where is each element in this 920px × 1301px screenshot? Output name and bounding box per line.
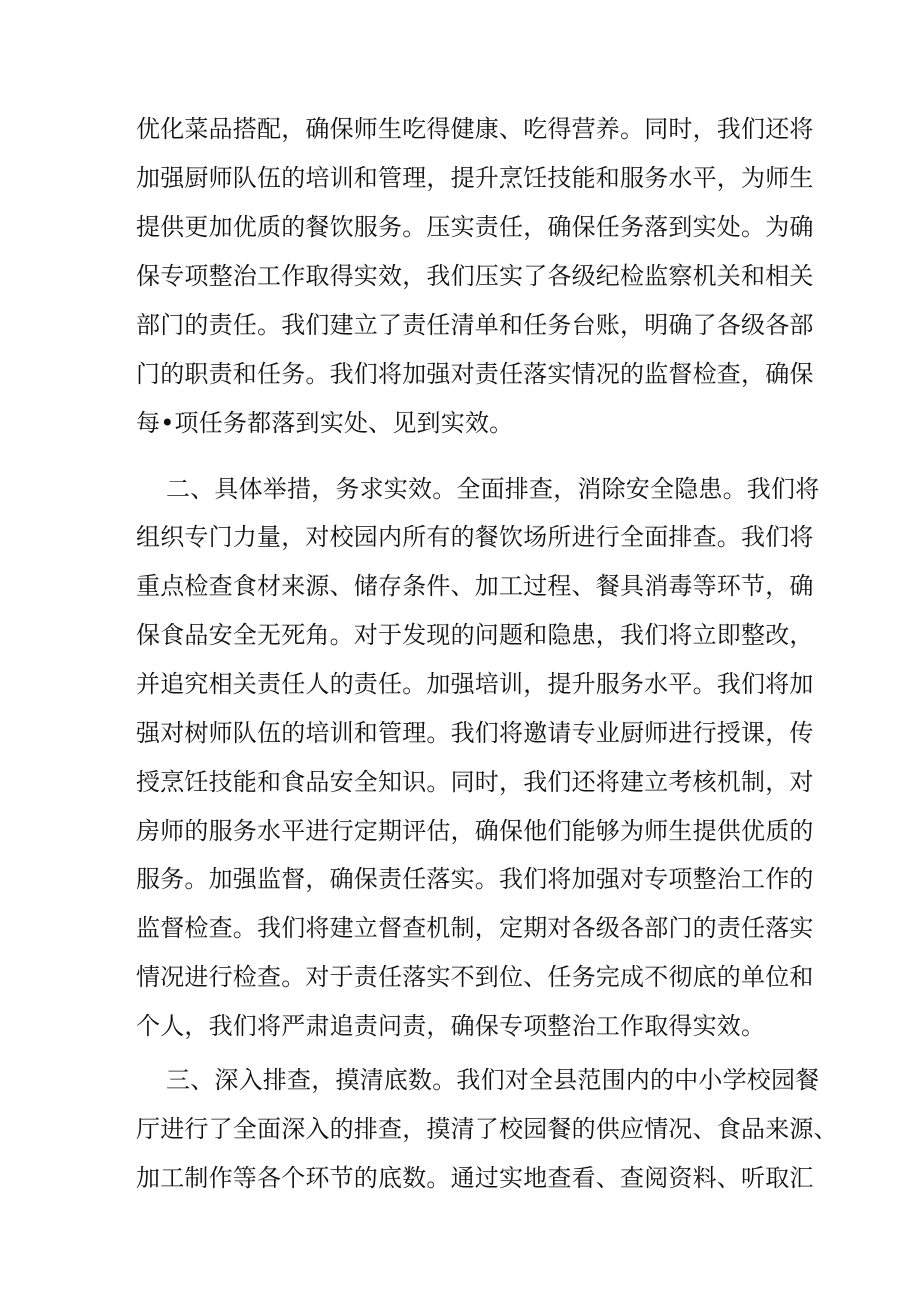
text-line: 监督检查。我们将建立督查机制，定期对各级各部门的责任落实 — [136, 914, 814, 942]
text-line: 三、深入排查，摸清底数。我们对全县范围内的中小学校园餐 — [166, 1066, 820, 1094]
text-line: 服务。加强监督，确保责任落实。我们将加强对专项整治工作的 — [136, 865, 814, 893]
text-line: 门的职责和任务。我们将加强对责任落实情况的监督检查，确保 — [136, 360, 814, 388]
text-line: 重点检查食材来源、储存条件、加工过程、餐具消毒等环节，确 — [136, 572, 814, 600]
text-line: 优化菜品搭配，确保师生吃得健康、吃得营养。同时，我们还将 — [136, 115, 814, 143]
text-line: 个人，我们将严肃追责问责，确保专项整治工作取得实效。 — [136, 1012, 766, 1040]
text-line: 保专项整治工作取得实效，我们压实了各级纪检监察机关和相关 — [136, 262, 814, 290]
text-line: 加工制作等各个环节的底数。通过实地查看、查阅资料、听取汇 — [136, 1164, 814, 1192]
text-line: 提供更加优质的餐饮服务。压实责任，确保任务落到实处。为确 — [136, 213, 814, 241]
text-line: 并追究相关责任人的责任。加强培训，提升服务水平。我们将加 — [136, 670, 814, 698]
text-line: 授烹饪技能和食品安全知识。同时，我们还将建立考核机制，对 — [136, 768, 814, 796]
text-line: 每•项任务都落到实处、见到实效。 — [136, 409, 514, 437]
text-line: 房师的服务水平进行定期评估，确保他们能够为师生提供优质的 — [136, 817, 814, 845]
text-line: 强对树师队伍的培训和管理。我们将邀请专业厨师进行授课，传 — [136, 719, 814, 747]
text-line: 厅进行了全面深入的排查，摸清了校园餐的供应情况、食品来源、 — [136, 1115, 838, 1143]
text-line: 情况进行检查。对于责任落实不到位、任务完成不彻底的单位和 — [136, 963, 814, 991]
text-line: 部门的责任。我们建立了责任清单和任务台账，明确了各级各部 — [136, 311, 814, 339]
text-line: 保食品安全无死角。对于发现的问题和隐患，我们将立即整改， — [136, 621, 814, 649]
text-line: 二、具体举措，务求实效。全面排查，消除安全隐患。我们将 — [166, 475, 820, 503]
text-line: 加强厨师队伍的培训和管理，提升烹饪技能和服务水平，为师生 — [136, 164, 814, 192]
text-line: 组织专门力量，对校园内所有的餐饮场所进行全面排查。我们将 — [136, 523, 814, 551]
